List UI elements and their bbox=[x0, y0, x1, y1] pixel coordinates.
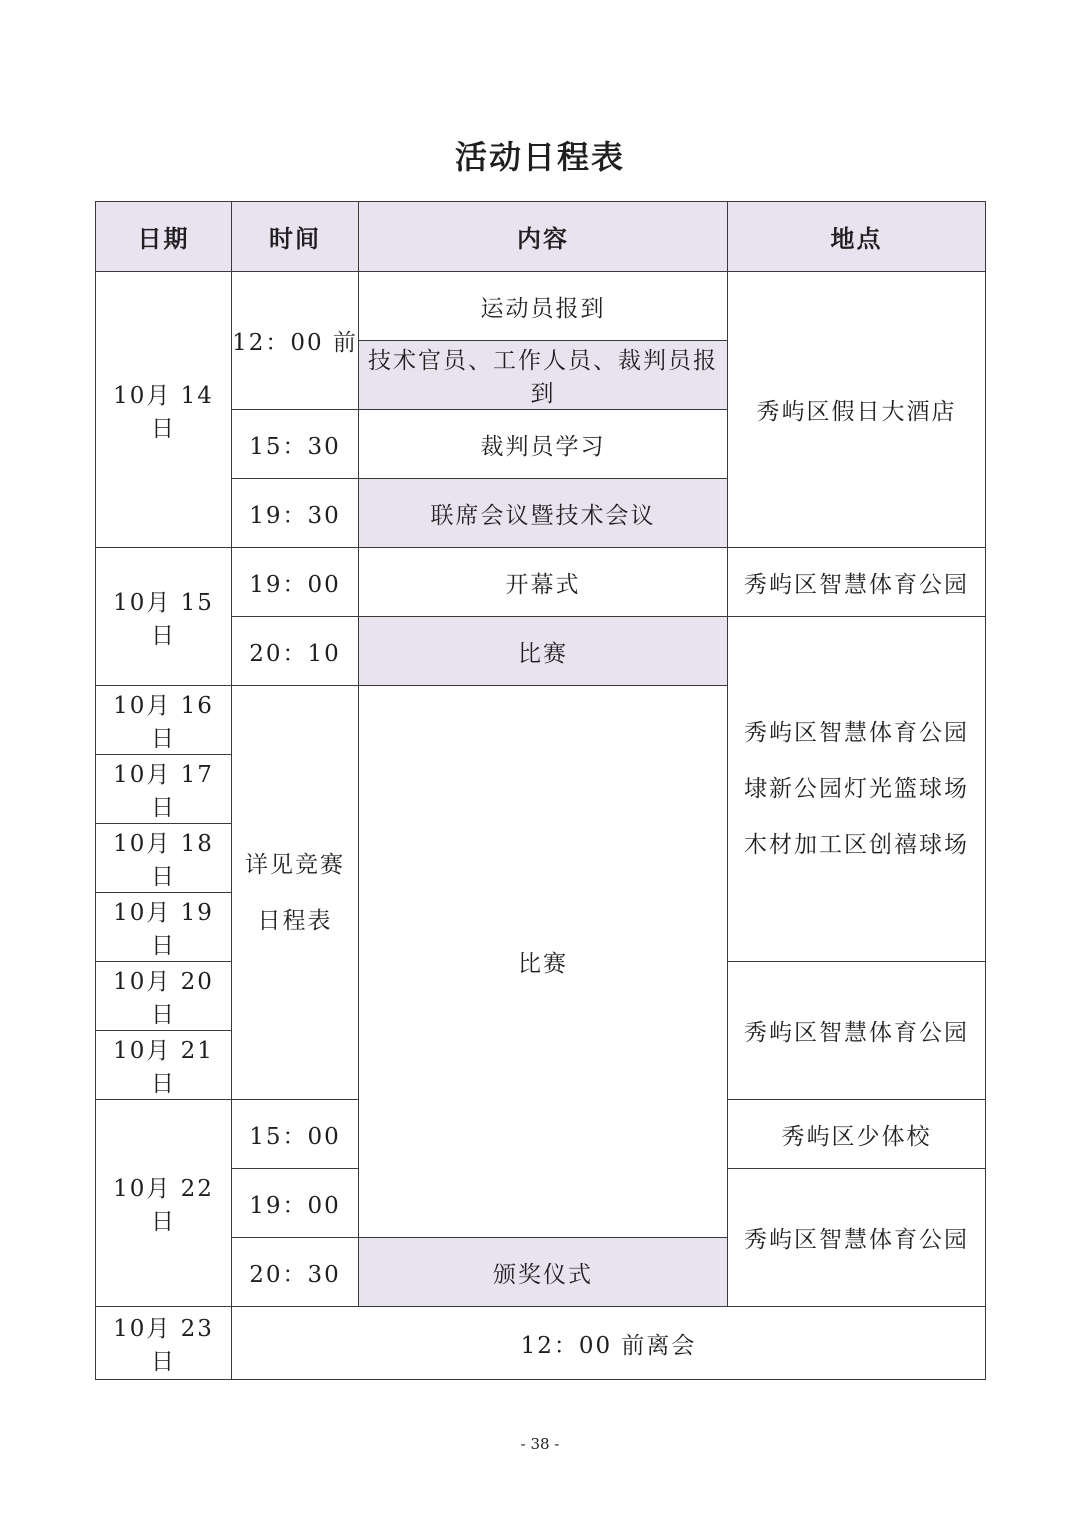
content-cell: 颁奖仪式 bbox=[359, 1238, 728, 1307]
date-cell: 10月 20 日 bbox=[96, 962, 232, 1031]
location-cell: 秀屿区智慧体育公园 bbox=[728, 962, 986, 1100]
header-content: 内容 bbox=[359, 202, 728, 272]
location-line: 秀屿区智慧体育公园 bbox=[744, 720, 969, 746]
header-time: 时间 bbox=[232, 202, 359, 272]
content-cell: 运动员报到 bbox=[359, 272, 728, 341]
content-cell: 开幕式 bbox=[359, 548, 728, 617]
time-cell: 19：00 bbox=[232, 1169, 359, 1238]
page-number: - 38 - bbox=[520, 1435, 560, 1453]
location-cell: 秀屿区少体校 bbox=[728, 1100, 986, 1169]
location-cell: 秀屿区智慧体育公园 bbox=[728, 1169, 986, 1307]
content-cell: 比赛 bbox=[359, 617, 728, 686]
date-cell: 10月 17 日 bbox=[96, 755, 232, 824]
table-row bbox=[96, 272, 986, 341]
schedule-table bbox=[95, 201, 986, 1380]
time-cell: 15：30 bbox=[232, 410, 359, 479]
date-cell: 10月 15 日 bbox=[96, 548, 232, 686]
date-cell: 10月 14 日 bbox=[96, 272, 232, 548]
date-cell: 10月 23 日 bbox=[96, 1307, 232, 1380]
date-cell: 10月 19 日 bbox=[96, 893, 232, 962]
content-cell: 比赛 bbox=[359, 686, 728, 1238]
table-row bbox=[96, 1307, 986, 1380]
table-header-row bbox=[96, 202, 986, 272]
time-cell: 20：30 bbox=[232, 1238, 359, 1307]
location-cell: 秀屿区假日大酒店 bbox=[728, 272, 986, 548]
time-cell: 19：00 bbox=[232, 548, 359, 617]
time-cell: 20：10 bbox=[232, 617, 359, 686]
time-cell bbox=[232, 686, 359, 1100]
date-cell: 10月 18 日 bbox=[96, 824, 232, 893]
table-row bbox=[96, 548, 986, 617]
time-cell: 12：00 前 bbox=[232, 272, 359, 410]
date-cell: 10月 21 日 bbox=[96, 1031, 232, 1100]
content-cell: 联席会议暨技术会议 bbox=[359, 479, 728, 548]
location-cell: 秀屿区智慧体育公园 bbox=[728, 548, 986, 617]
page-title: 活动日程表 bbox=[454, 138, 625, 176]
content-cell: 裁判员学习 bbox=[359, 410, 728, 479]
content-cell: 12：00 前离会 bbox=[232, 1307, 986, 1380]
time-line: 详见竞赛 bbox=[245, 851, 345, 878]
content-cell: 技术官员、工作人员、裁判员报到 bbox=[359, 341, 728, 410]
header-location: 地点 bbox=[728, 202, 986, 272]
time-line: 日程表 bbox=[257, 907, 333, 934]
time-cell: 19：30 bbox=[232, 479, 359, 548]
location-line: 木材加工区创禧球场 bbox=[744, 832, 969, 858]
header-date: 日期 bbox=[96, 202, 232, 272]
location-cell bbox=[728, 617, 986, 962]
time-cell: 15：00 bbox=[232, 1100, 359, 1169]
location-line: 埭新公园灯光篮球场 bbox=[744, 776, 969, 802]
date-cell: 10月 22 日 bbox=[96, 1100, 232, 1307]
date-cell: 10月 16 日 bbox=[96, 686, 232, 755]
